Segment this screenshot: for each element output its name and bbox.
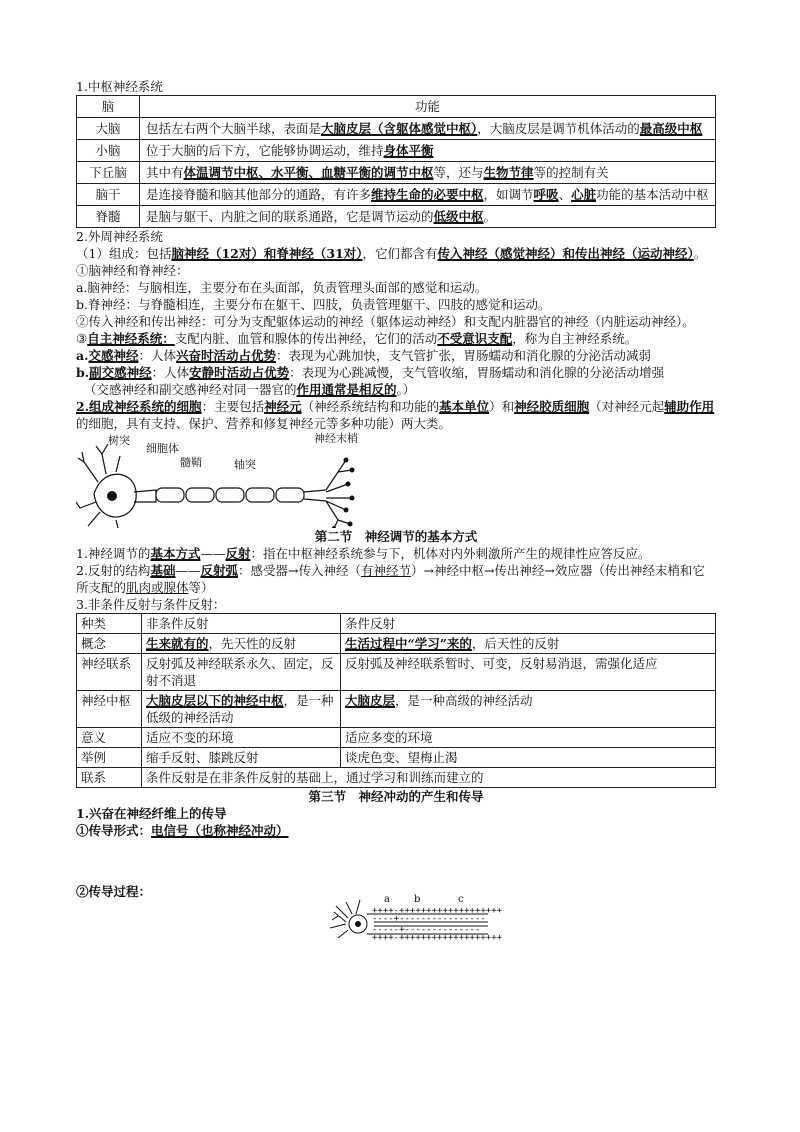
neuron-diagram: [76, 432, 376, 528]
label-myelin: 髓鞘: [180, 456, 202, 469]
table-row: [77, 140, 716, 162]
row-label: 小脑: [77, 140, 140, 162]
table-header-cell: 种类: [77, 614, 142, 634]
paragraph: （交感神经和副交感神经对同一器官的作用通常是相反的。）: [84, 382, 416, 397]
table-header-row: [77, 614, 716, 634]
table-header-cell: 脑: [77, 96, 140, 118]
row-label: 大脑: [77, 118, 140, 140]
svg-text:----+----------------: ----+----------------: [372, 914, 486, 924]
table-row: 联系 条件反射是在非条件反射的基础上，通过学习和训练而建立的: [77, 768, 716, 788]
svg-text:++++-+++++++++++++++++++: ++++-+++++++++++++++++++: [372, 933, 503, 940]
table-row: 神经中枢 大脑皮层以下的神经中枢，是一种低级的神经活动 大脑皮层，是一种高级的神经活动: [77, 691, 716, 728]
row-content: 位于大脑的后下方，它能够协调运动，维持身体平衡: [140, 140, 716, 162]
row-content: 是脑与躯干、内脏之间的联系通路，它是调节运动的低级中枢。: [140, 206, 716, 228]
table-row: 意义 适应不变的环境 适应多变的环境: [77, 728, 716, 748]
paragraph: ①传导形式：电信号（也称神经冲动）: [76, 823, 289, 838]
paragraph: b.脊神经：与脊髓相连，主要分布在躯干、四肢，负责管理躯干、四肢的感觉和运动。: [76, 297, 551, 312]
conduction-diagram: [76, 894, 716, 940]
label-dendrite: 树突: [108, 434, 130, 447]
paragraph: ③自主神经系统：支配内脏、血管和腺体的传出神经，它们的活动不受意识支配，称为自主神经系统。: [76, 331, 638, 346]
section-title-impulse: 第三节 神经冲动的产生和传导: [308, 789, 484, 804]
cns-table: [76, 95, 716, 228]
paragraph: b.副交感神经：人体安静时活动占优势：表现为心跳减慢，支气管收缩，胃肠蠕动和消化腺的分泌活动增强: [76, 365, 665, 380]
paragraph: （1）组成：包括脑神经（12对）和脊神经（31对），它们都含有传入神经（感觉神经）和传出神经（运动神经）。: [76, 246, 707, 261]
table-header-row: [77, 96, 716, 118]
row-content: 是连接脊髓和脑其他部分的通路，有许多维持生命的必要中枢，如调节呼吸、心脏功能的基本活动中枢: [140, 184, 716, 206]
label-terminal: 神经末梢: [314, 432, 358, 445]
reflex-table: [76, 613, 716, 788]
label-cell-body: 细胞体: [146, 442, 179, 455]
row-content: 包括左右两个大脑半球，表面是大脑皮层（含躯体感觉中枢），大脑皮层是调节机体活动的最高级中枢: [140, 118, 716, 140]
svg-text:++++-+++++++++++++++++++: ++++-+++++++++++++++++++: [372, 906, 503, 916]
paragraph: ②传入神经和传出神经：可分为支配躯体运动的神经（躯体运动神经）和支配内脏器官的神经（内脏运动神经）。: [76, 314, 695, 329]
row-content: 其中有体温调节中枢、水平衡、血糖平衡的调节中枢等，还与生物节律等的控制有关: [140, 162, 716, 184]
table-header-cell: 功能: [140, 96, 716, 118]
paragraph: ①脑神经和脊神经：: [76, 263, 189, 278]
section-title-pns: 2.外周神经系统: [76, 229, 163, 244]
section-title-reflex: 第二节 神经调节的基本方式: [314, 529, 478, 544]
section-title-cns: 1.中枢神经系统: [76, 79, 163, 94]
row-label: 脑干: [77, 184, 140, 206]
paragraph: a.脑神经：与脑相连，主要分布在头面部，负责管理头面部的感觉和运动。: [76, 280, 488, 295]
document-page: [76, 78, 716, 940]
paragraph: 1.兴奋在神经纤维上的传导: [76, 806, 227, 821]
row-label: 脊髓: [77, 206, 140, 228]
paragraph: 2.组成神经系统的细胞：主要包括神经元（神经系统结构和功能的基本单位）和神经胶质细胞（对神经元起辅助作用的细胞，具有支持、保护、营养和修复神经元等多种功能）两大类。: [76, 399, 715, 431]
label-c: c: [458, 894, 464, 905]
paragraph: 3.非条件反射与条件反射：: [76, 597, 226, 612]
label-axon: 轴突: [234, 458, 256, 471]
table-header-cell: 条件反射: [341, 614, 716, 634]
table-row: [77, 118, 716, 140]
table-row: 概念 生来就有的，先天性的反射 生活过程中“学习”来的，后天性的反射: [77, 634, 716, 654]
paragraph: a.交感神经：人体兴奋时活动占优势：表现为心跳加快，支气管扩张，胃肠蠕动和消化腺的分泌活动减弱: [76, 348, 652, 363]
row-label: 下丘脑: [77, 162, 140, 184]
paragraph: ②传导过程：: [76, 884, 152, 899]
table-row: 神经联系 反射弧及神经联系永久、固定，反射不消退 反射弧及神经联系暂时、可变，反射易消退，需强化适应: [77, 654, 716, 691]
svg-text:-----+--------------: -----+--------------: [372, 925, 481, 935]
paragraph: 2.反射的结构基础——反射弧：感受器→传入神经（有神经节）→神经中枢→传出神经→效应器（传出神经末梢和它所支配的肌肉或腺体等）: [76, 563, 705, 595]
paragraph: 1.神经调节的基本方式——反射：指在中枢神经系统参与下，机体对内外刺激所产生的规律性应答反应。: [76, 546, 651, 561]
table-row: [77, 206, 716, 228]
table-row: [77, 162, 716, 184]
table-row: 举例 缩手反射、膝跳反射 谈虎色变、望梅止渴: [77, 748, 716, 768]
table-header-cell: 非条件反射: [142, 614, 341, 634]
label-a: a: [384, 894, 390, 905]
table-row: [77, 184, 716, 206]
label-b: b: [414, 894, 421, 905]
